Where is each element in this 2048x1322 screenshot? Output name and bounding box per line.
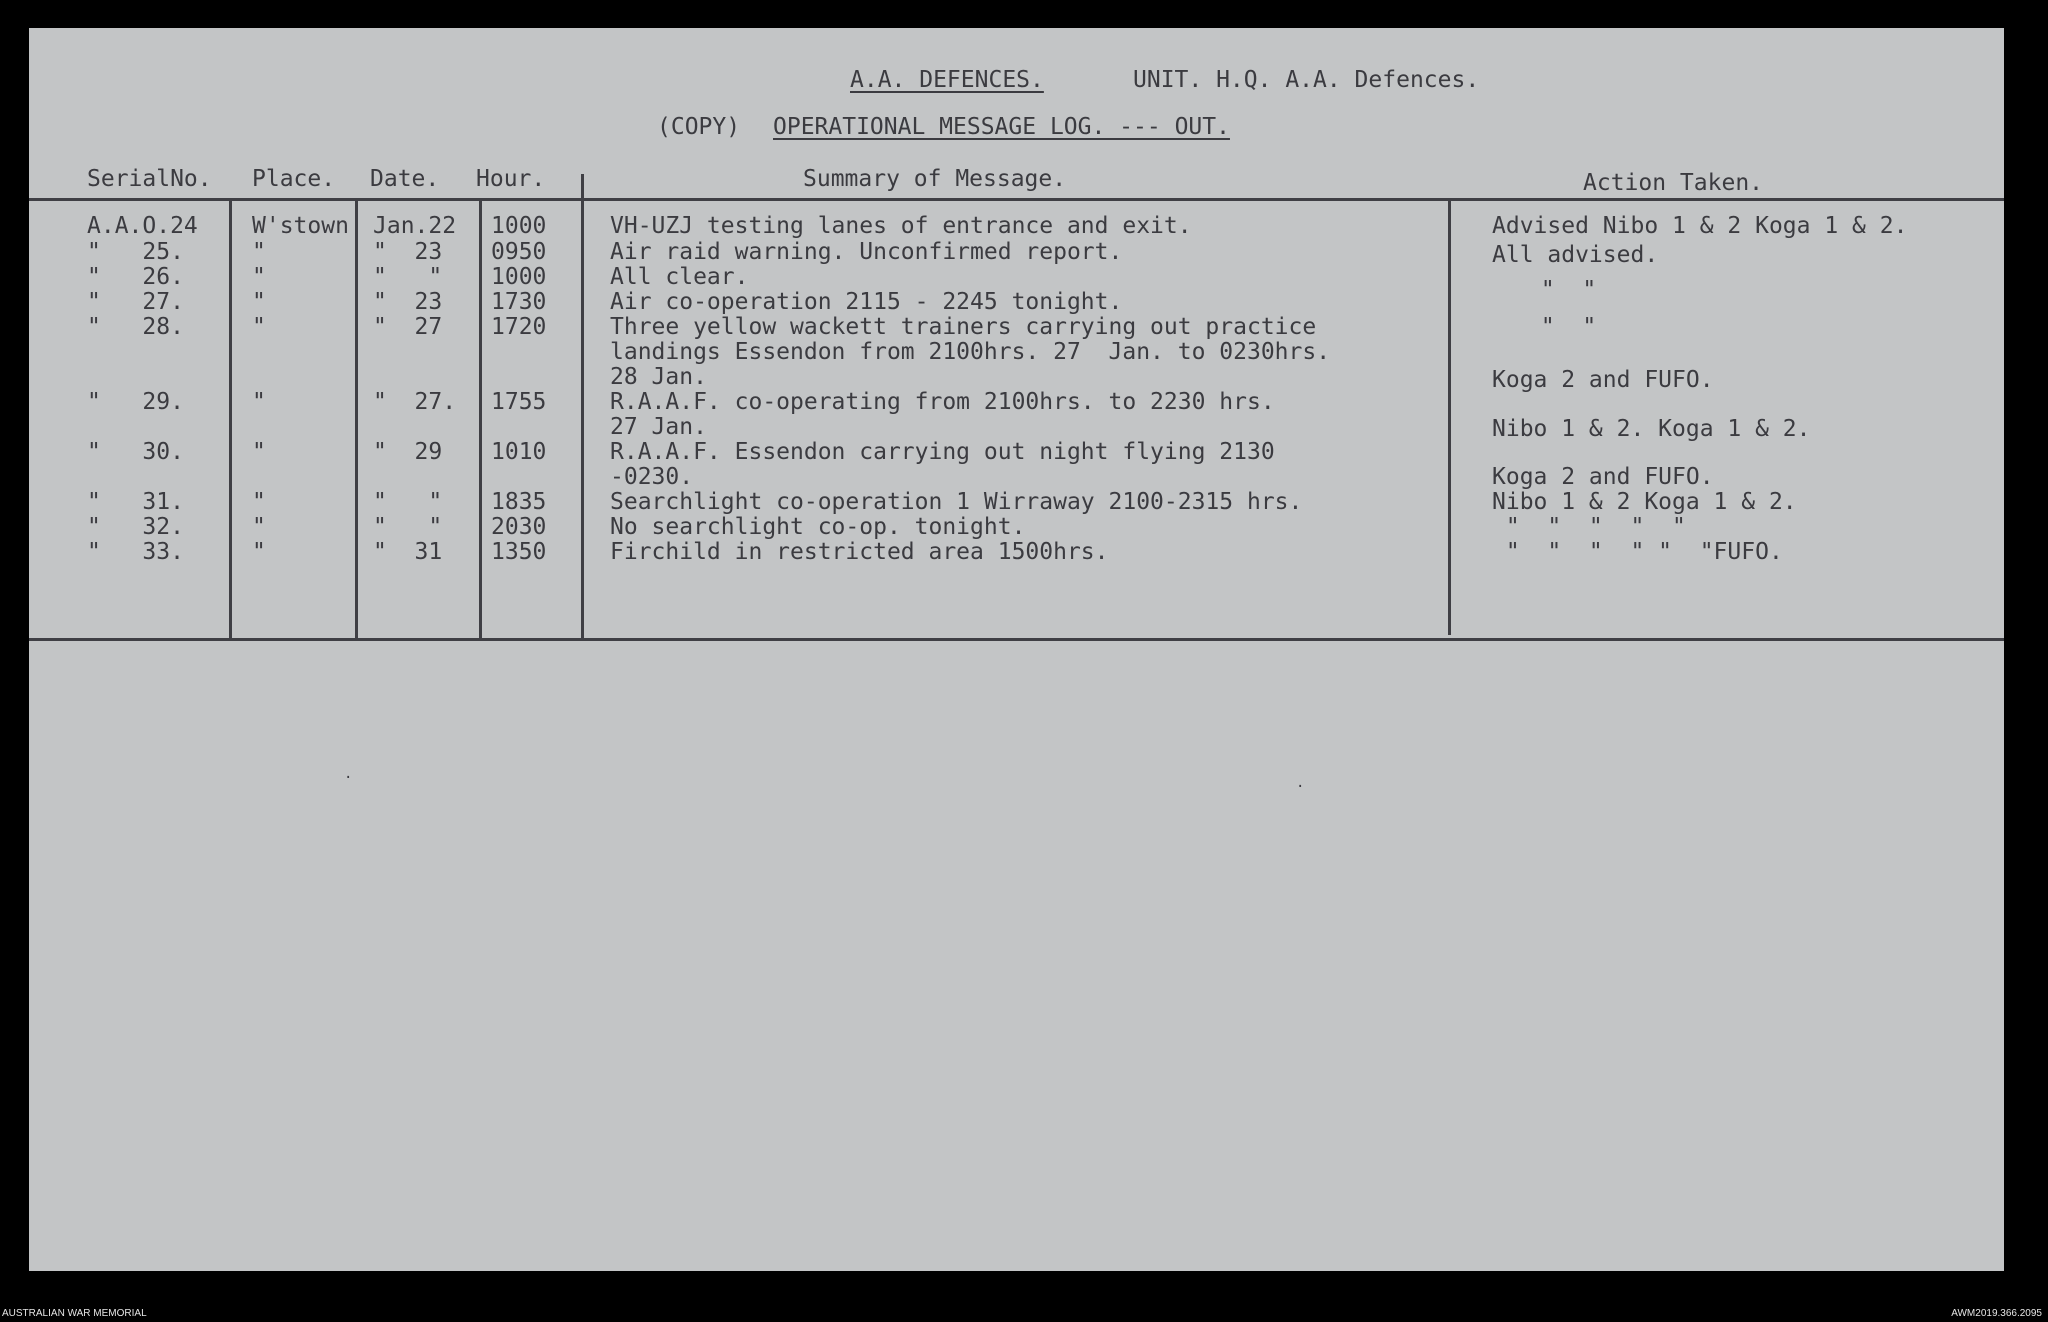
action-cell: Nibo 1 & 2. Koga 1 & 2. [1492, 416, 1811, 442]
footer-credit: AUSTRALIAN WAR MEMORIAL [2, 1308, 147, 1319]
summary-cell: 28 Jan. [610, 364, 707, 390]
document-paper [29, 28, 2004, 1271]
summary-cell: R.A.A.F. Essendon carrying out night flying 2130 [610, 439, 1275, 465]
hour-cell: 1835 [491, 489, 547, 515]
hour-cell: 1350 [491, 539, 547, 565]
date-cell: " 27 [373, 314, 443, 340]
copy-label: (COPY) [657, 114, 741, 140]
place-cell: " [252, 389, 266, 415]
column-divider [229, 198, 232, 638]
date-cell: " 27. [373, 389, 457, 415]
action-cell: " " " " " "FUFO. [1492, 539, 1783, 565]
action-cell: Nibo 1 & 2 Koga 1 & 2. [1492, 489, 1797, 515]
header-rule [29, 198, 2004, 201]
hour-cell: 1755 [491, 389, 547, 415]
hour-cell: 0950 [491, 239, 547, 265]
action-cell: Koga 2 and FUFO. [1492, 464, 1714, 490]
column-divider [581, 174, 584, 638]
summary-cell: Three yellow wackett trainers carrying out practice [610, 314, 1317, 340]
log-title: OPERATIONAL MESSAGE LOG. --- OUT. [773, 114, 1230, 140]
summary-cell: Firchild in restricted area 1500hrs. [610, 539, 1109, 565]
summary-cell: Air raid warning. Unconfirmed report. [610, 239, 1123, 265]
column-header-action: Action Taken. [1583, 170, 1764, 196]
hour-cell: 1000 [491, 213, 547, 239]
summary-cell: 27 Jan. [610, 414, 707, 440]
date-cell: " " [373, 489, 443, 515]
serial-cell: " 28. [87, 314, 184, 340]
date-cell: Jan.22 [373, 213, 457, 239]
summary-cell: Air co-operation 2115 - 2245 tonight. [610, 289, 1123, 315]
document-title: A.A. DEFENCES. [850, 67, 1044, 93]
date-cell: " 29 [373, 439, 443, 465]
footer-reference: AWM2019.366.2095 [1951, 1308, 2042, 1319]
place-cell: " [252, 439, 266, 465]
place-cell: " [252, 539, 266, 565]
hour-cell: 1730 [491, 289, 547, 315]
hour-cell: 2030 [491, 514, 547, 540]
serial-cell: " 27. [87, 289, 184, 315]
action-cell: " " [1527, 277, 1597, 303]
column-divider [479, 198, 482, 638]
hour-cell: 1720 [491, 314, 547, 340]
summary-cell: No searchlight co-op. tonight. [610, 514, 1026, 540]
place-cell: W'stown [252, 213, 349, 239]
column-header-date: Date. [370, 166, 440, 192]
place-cell: " [252, 514, 266, 540]
place-cell: " [252, 489, 266, 515]
action-cell: " " [1527, 314, 1597, 340]
serial-cell: " 25. [87, 239, 184, 265]
bottom-rule [29, 638, 2004, 641]
unit-label: UNIT. H.Q. A.A. Defences. [1133, 67, 1480, 93]
serial-cell: " 31. [87, 489, 184, 515]
column-header-hour: Hour. [476, 166, 546, 192]
place-cell: " [252, 314, 266, 340]
action-cell: All advised. [1492, 242, 1659, 268]
action-cell: Koga 2 and FUFO. [1492, 367, 1714, 393]
column-header-summary: Summary of Message. [803, 166, 1067, 192]
paper-mark: . [1296, 775, 1305, 791]
action-cell: " " " " " [1492, 514, 1686, 540]
date-cell: " 23 [373, 239, 443, 265]
serial-cell: " 33. [87, 539, 184, 565]
summary-cell: Searchlight co-operation 1 Wirraway 2100-2315 hrs. [610, 489, 1303, 515]
date-cell: " " [373, 514, 443, 540]
summary-cell: All clear. [610, 264, 749, 290]
date-cell: " " [373, 264, 443, 290]
date-cell: " 23 [373, 289, 443, 315]
paper-mark: . [344, 766, 353, 782]
column-divider [1448, 198, 1451, 635]
date-cell: " 31 [373, 539, 443, 565]
place-cell: " [252, 239, 266, 265]
hour-cell: 1000 [491, 264, 547, 290]
column-header-place: Place. [252, 166, 336, 192]
serial-cell: " 29. [87, 389, 184, 415]
action-cell: Advised Nibo 1 & 2 Koga 1 & 2. [1492, 213, 1908, 239]
summary-cell: R.A.A.F. co-operating from 2100hrs. to 2230 hrs. [610, 389, 1275, 415]
column-divider [355, 198, 358, 638]
column-header-serial: SerialNo. [87, 166, 212, 192]
serial-cell: " 26. [87, 264, 184, 290]
summary-cell: landings Essendon from 2100hrs. 27 Jan. to 0230hrs. [610, 339, 1331, 365]
serial-cell: " 30. [87, 439, 184, 465]
hour-cell: 1010 [491, 439, 547, 465]
serial-cell: A.A.O.24 [87, 213, 198, 239]
serial-cell: " 32. [87, 514, 184, 540]
summary-cell: VH-UZJ testing lanes of entrance and exit. [610, 213, 1192, 239]
summary-cell: -0230. [610, 464, 694, 490]
place-cell: " [252, 264, 266, 290]
place-cell: " [252, 289, 266, 315]
